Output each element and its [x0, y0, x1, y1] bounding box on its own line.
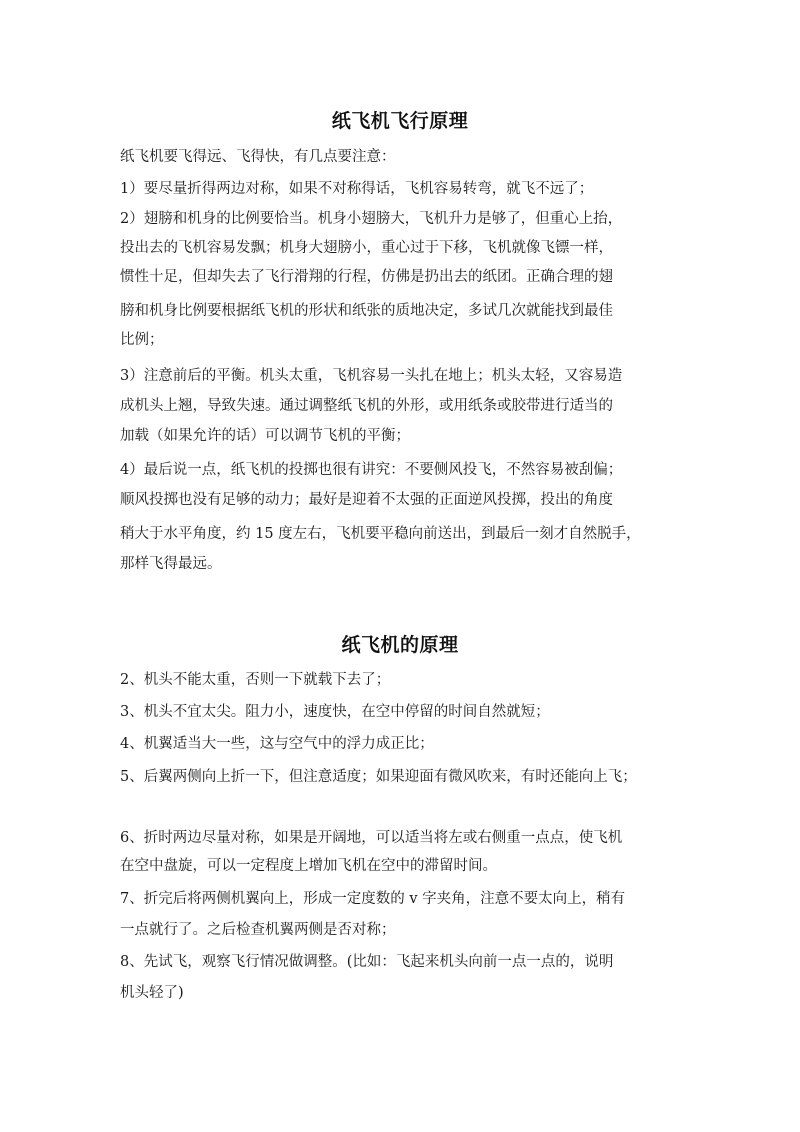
section-2-line: 机头轻了)	[120, 985, 184, 1001]
section-1-title: 纸飞机飞行原理	[331, 110, 469, 132]
section-1-line: 加载（如果允许的话）可以调节飞机的平衡；	[120, 428, 410, 444]
section-2-line: 一点就行了。之后检查机翼两侧是否对称；	[120, 922, 396, 938]
section-1-line: 纸飞机要飞得远、飞得快，有几点要注意：	[120, 149, 396, 165]
section-1-line: 膀和机身比例要根据纸飞机的形状和纸张的质地决定，多试几次就能找到最佳	[120, 303, 613, 319]
section-2-line: 在空中盘旋，可以一定程度上增加飞机在空中的滞留时间。	[120, 858, 497, 874]
section-1-line: 比例；	[120, 332, 164, 348]
section-1-line: 稍大于水平角度，约 15 度左右，飞机要平稳向前送出，到最后一刻才自然脱手，	[120, 526, 641, 542]
section-2-line: 5、后翼两侧向上折一下，但注意适度；如果迎面有微风吹来，有时还能向上飞；	[120, 769, 637, 785]
section-1-line: 顺风投掷也没有足够的动力；最好是迎着不太强的正面逆风投掷，投出的角度	[120, 492, 613, 508]
section-1-line: 3）注意前后的平衡。机头太重，飞机容易一头扎在地上；机头太轻，又容易造	[120, 368, 623, 384]
section-2-line: 8、先试飞，观察飞行情况做调整。(比如：飞起来机头向前一点一点的，说明	[120, 954, 614, 970]
section-1-line: 2）翅膀和机身的比例要恰当。机身小翅膀大，飞机升力是够了，但重心上抬，	[120, 211, 623, 227]
section-1-line: 4）最后说一点，纸飞机的投掷也很有讲究：不要侧风投飞，不然容易被刮偏；	[120, 462, 623, 478]
section-2-line: 6、折时两边尽量对称，如果是开阔地，可以适当将左或右侧重一点点，使飞机	[120, 830, 623, 846]
section-2-line: 3、机头不宜太尖。阻力小，速度快，在空中停留的时间自然就短；	[120, 704, 550, 720]
section-1-line: 成机头上翘，导致失速。通过调整纸飞机的外形，或用纸条或胶带进行适当的	[120, 398, 613, 414]
section-1-line: 那样飞得最远。	[120, 556, 222, 572]
section-2-line: 4、机翼适当大一些，这与空气中的浮力成正比；	[120, 736, 434, 752]
section-2-line: 2、机头不能太重，否则一下就载下去了；	[120, 672, 391, 688]
section-1-line: 惯性十足，但却失去了飞行滑翔的行程，仿佛是扔出去的纸团。正确合理的翅	[120, 269, 613, 285]
section-2-title: 纸飞机的原理	[341, 634, 459, 656]
section-1-line: 1）要尽量折得两边对称，如果不对称得话，飞机容易转弯，就飞不远了；	[120, 181, 594, 197]
section-2-line: 7、折完后将两侧机翼向上，形成一定度数的 v 字夹角，注意不要太向上，稍有	[120, 891, 626, 907]
section-1-line: 投出去的飞机容易发飘；机身大翅膀小，重心过于下移，飞机就像飞镖一样，	[120, 240, 613, 256]
